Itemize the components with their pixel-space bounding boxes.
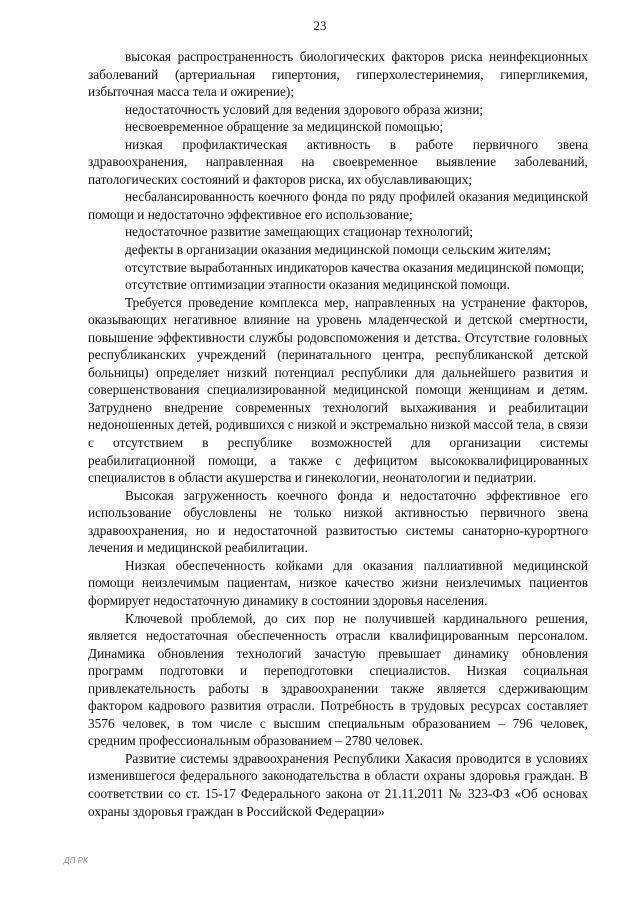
paragraph: Требуется проведение комплекса мер, направленных на устранение факторов, оказывающих негативное влияние на уровень младенческой и детской смертности, повышение эффективности службы родовспоможения и детства. Отсутствие головных республиканских учреждений (перинатального центра, республиканской детской больницы) определяет низкий потенциал республики для дальнейшего развития и совершенствования специализированной медицинской помощи женщинам и детям. Затруднено внедрение современных технологий выхаживания и реабилитации недоношенных детей, родившихся с низкой и экстремально низкой массой тела, в связи с отсутствием в республике возможностей для организации системы реабилитационной помощи, а также с дефицитом высококвалифицированных специалистов в области акушерства и гинекологии, неонатологии и педиатрии. — [88, 294, 588, 486]
paragraph: Низкая обеспеченность койками для оказания паллиативной медицинской помощи неизлечимым пациентам, низкое качество жизни неизлечимых пациентов формирует недостаточную динамику в состоянии здоровья населения. — [88, 557, 588, 608]
page-number: 23 — [313, 18, 327, 33]
paragraph: недостаточное развитие замещающих стационар технологий; — [125, 224, 474, 240]
paragraph: Развитие системы здравоохранения Республики Хакасия проводится в условиях изменившегося федерального законодательства в области охраны здоровья граждан. В соответствии со ст. 15-17 Федерального закона от 21.11.2011 № 323-ФЗ «Об основах охраны здоровья граждан в Российской Федерации» — [88, 750, 588, 819]
paragraph: несвоевременное обращение за медицинской помощью; — [125, 119, 444, 135]
paragraph: недостаточность условий для ведения здорового образа жизни; — [125, 101, 484, 117]
paragraph: отсутствие выработанных индикаторов качества оказания медицинской помощи; — [125, 259, 585, 275]
paragraph: Высокая загруженность коечного фонда и недостаточно эффективное его использование обусловлены не только низкой активностью первичного звена здравоохранения, но и недостаточной развитостью системы санаторно-курортного лечения и медицинской реабилитации. — [88, 487, 588, 556]
paragraph: Ключевой проблемой, до сих пор не получившей кардинального решения, является недостаточная обеспеченность отрасли квалифицированным персоналом. Динамика обновления технологий зачастую превышает динамику обновления программ подготовки и переподготовки специалистов. Низкая социальная привлекательность работы в здравоохранении также является сдерживающим фактором кадрового развития отрасли. Потребность в трудовых ресурсах составляет 3576 человек, в том числе с высшим специальным образованием – 796 человек, средним профессиональным образованием – 2780 человек. — [88, 610, 588, 749]
paragraph: отсутствие оптимизации этапности оказания медицинской помощи. — [125, 277, 510, 293]
paragraph: дефекты в организации оказания медицинской помощи сельским жителям; — [125, 242, 551, 258]
body-text — [88, 48, 588, 820]
paragraph: высокая распространенность биологических факторов риска неинфекционных заболеваний (артериальная гипертония, гиперхолестеринемия, гипергликемия, избыточная масса тела и ожирение); — [88, 49, 588, 100]
paragraph: несбалансированность коечного фонда по ряду профилей оказания медицинской помощи и недостаточно эффективное его использование; — [88, 189, 588, 222]
footer-mark: ДП РК — [64, 856, 88, 865]
paragraph: низкая профилактическая активность в работе первичного звена здравоохранения, направленная на своевременное выявление заболеваний, патологических состояний и факторов риска, их обуславливающих; — [88, 136, 588, 187]
